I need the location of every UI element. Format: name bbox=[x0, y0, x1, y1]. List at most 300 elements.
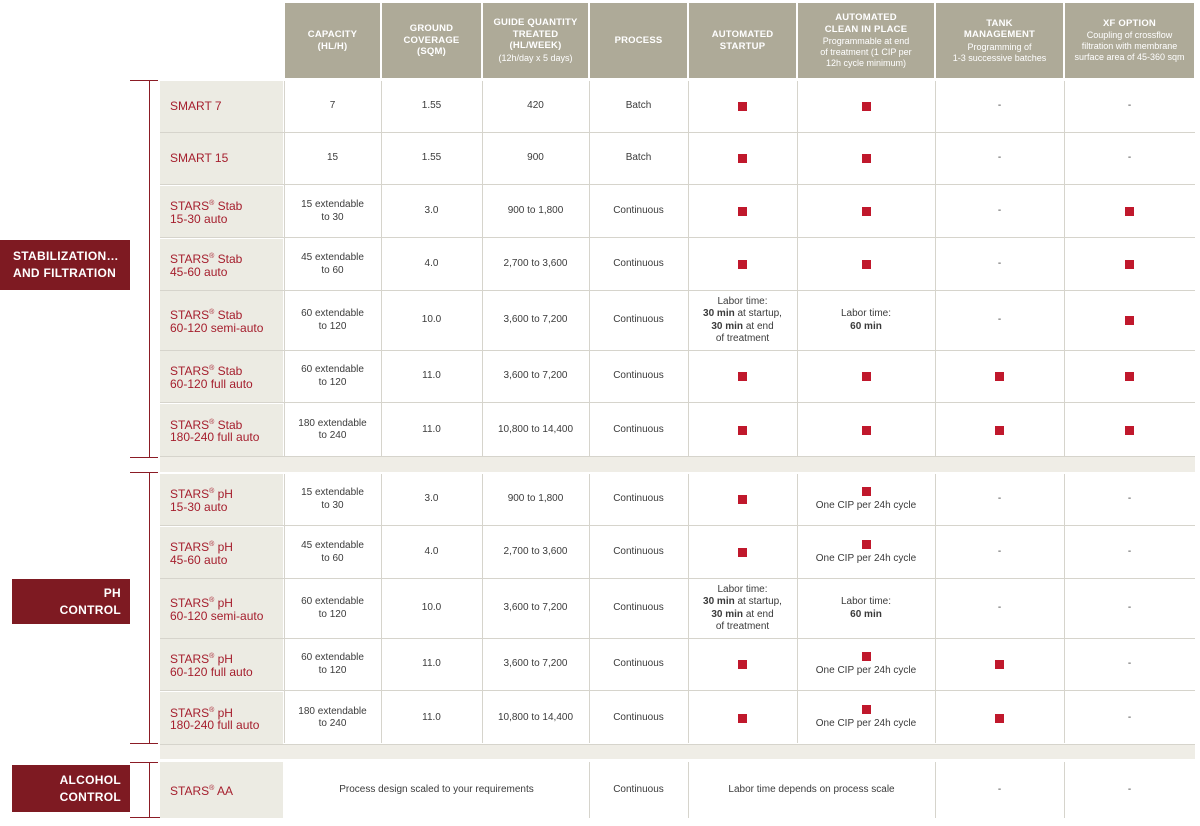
cell-guide-quantity bbox=[482, 291, 589, 350]
included-square-icon bbox=[995, 426, 1004, 435]
cell-automated-startup bbox=[688, 527, 797, 578]
process-value: Batch bbox=[625, 100, 652, 112]
cell-automated-cip bbox=[797, 692, 935, 744]
quantity-value: 2,700 to 3,600 bbox=[503, 258, 568, 270]
row-name bbox=[160, 291, 283, 350]
cell-ground-coverage bbox=[381, 133, 482, 184]
included-square-icon bbox=[738, 714, 747, 723]
cell-capacity bbox=[284, 692, 381, 744]
ground-value: 3.0 bbox=[424, 205, 439, 217]
quantity-value: 420 bbox=[527, 100, 544, 112]
product-variant: 15-30 auto bbox=[170, 499, 228, 514]
column-divider bbox=[589, 81, 590, 457]
cell-labor-note bbox=[688, 762, 935, 818]
cell-ground-coverage bbox=[381, 474, 482, 525]
product-line: AA bbox=[214, 783, 233, 798]
column-header-title: CAPACITY (HL/H) bbox=[307, 29, 358, 52]
group-label-alcohol-control bbox=[12, 765, 130, 812]
brand-name: STARS bbox=[170, 705, 210, 720]
cell-automated-startup bbox=[688, 639, 797, 690]
cell-process bbox=[589, 186, 688, 237]
capacity-value: 180 extendable bbox=[298, 417, 367, 429]
registered-mark: ® bbox=[209, 784, 215, 792]
product-line: pH bbox=[214, 596, 233, 610]
brand-name: STARS bbox=[170, 199, 210, 213]
row-name bbox=[160, 639, 283, 690]
row-name bbox=[160, 762, 283, 818]
included-square-icon bbox=[738, 102, 747, 111]
not-available-dash: - bbox=[997, 205, 1002, 217]
column-header-title: GUIDE QUANTITY TREATED (HL/WEEK) bbox=[493, 17, 578, 52]
included-square-icon bbox=[738, 426, 747, 435]
capacity-value-2: to 240 bbox=[318, 430, 347, 441]
labor-bold: 30 min bbox=[711, 320, 744, 332]
column-divider bbox=[1064, 474, 1065, 743]
bracket-tick bbox=[150, 80, 158, 81]
labor-bold: 60 min bbox=[850, 608, 882, 620]
row-name-line bbox=[170, 651, 283, 666]
column-divider bbox=[935, 762, 936, 818]
included-square-icon bbox=[862, 426, 871, 435]
brand-name: STARS bbox=[170, 596, 210, 610]
included-square-icon bbox=[738, 372, 747, 381]
cell-capacity bbox=[284, 239, 381, 290]
cell-not-available-dash bbox=[1064, 762, 1195, 818]
cell-automated-cip bbox=[797, 527, 935, 578]
cell-ground-coverage bbox=[381, 351, 482, 402]
cell-capacity bbox=[284, 186, 381, 237]
cell-automated-cip bbox=[797, 404, 935, 456]
capacity-value-2: to 120 bbox=[318, 608, 347, 620]
included-square-icon bbox=[862, 705, 871, 714]
product-line: pH bbox=[214, 487, 233, 501]
group-label-text: PH CONTROL bbox=[59, 585, 121, 617]
registered-mark: ® bbox=[209, 706, 215, 714]
column-header-title: TANK MANAGEMENT bbox=[963, 17, 1036, 40]
not-available-dash: - bbox=[997, 152, 1002, 164]
row-name-line bbox=[170, 539, 283, 554]
labor-line bbox=[703, 308, 782, 321]
column-divider bbox=[589, 762, 590, 818]
row-name bbox=[160, 133, 283, 184]
capacity-value: 15 extendable bbox=[301, 487, 364, 498]
quantity-value: 10,800 to 14,400 bbox=[497, 711, 574, 723]
cell-automated-cip bbox=[797, 474, 935, 525]
cell-tank-management bbox=[935, 579, 1064, 638]
cell-ground-coverage bbox=[381, 579, 482, 638]
cell-guide-quantity bbox=[482, 351, 589, 402]
row-name bbox=[160, 351, 283, 402]
labor-time-label: Labor time: bbox=[840, 308, 892, 319]
ground-value: 11.0 bbox=[422, 370, 441, 382]
cell-process bbox=[589, 692, 688, 744]
labor-text: of treatment bbox=[715, 333, 770, 344]
cell-ground-coverage bbox=[381, 527, 482, 578]
product-line: Stab bbox=[214, 417, 243, 432]
capacity-value-2: to 120 bbox=[318, 376, 347, 388]
cell-ground-coverage bbox=[381, 404, 482, 456]
cell-xf-option bbox=[1064, 404, 1195, 456]
cell-process bbox=[589, 527, 688, 578]
included-square-icon bbox=[995, 660, 1004, 669]
cell-capacity bbox=[284, 351, 381, 402]
registered-mark: ® bbox=[209, 253, 215, 260]
included-square-icon bbox=[995, 714, 1004, 723]
column-header-title: GROUND COVERAGE (SQM) bbox=[403, 23, 460, 58]
cell-automated-cip bbox=[797, 351, 935, 402]
group-bracket-alcohol bbox=[130, 762, 150, 818]
capacity-value: 60 extendable bbox=[301, 364, 364, 375]
not-available-dash: - bbox=[997, 602, 1002, 614]
cell-automated-cip bbox=[797, 133, 935, 184]
included-square-icon bbox=[1125, 260, 1134, 269]
ground-value: 4.0 bbox=[424, 258, 439, 270]
cell-capacity bbox=[284, 579, 381, 638]
brand-name: STARS bbox=[170, 417, 210, 432]
process-value: Continuous bbox=[613, 314, 664, 326]
cell-process bbox=[589, 239, 688, 290]
not-available-dash: - bbox=[997, 258, 1002, 270]
ground-value: 11.0 bbox=[422, 658, 441, 670]
not-available-dash: - bbox=[997, 783, 1002, 795]
not-available-dash: - bbox=[1127, 658, 1132, 670]
column-header-title: PROCESS bbox=[614, 34, 663, 46]
column-header-4 bbox=[590, 3, 687, 78]
row-name-line bbox=[170, 595, 283, 610]
cell-guide-quantity bbox=[482, 133, 589, 184]
included-square-icon bbox=[738, 660, 747, 669]
cell-tank-management bbox=[935, 474, 1064, 525]
registered-mark: ® bbox=[209, 309, 215, 316]
included-square-icon bbox=[862, 372, 871, 381]
section-separator bbox=[160, 744, 1195, 759]
capacity-value: 60 extendable bbox=[301, 308, 364, 319]
cell-tank-management bbox=[935, 133, 1064, 184]
cell-xf-option bbox=[1064, 527, 1195, 578]
column-divider bbox=[1064, 762, 1065, 818]
cell-automated-startup bbox=[688, 81, 797, 132]
ground-value: 3.0 bbox=[424, 493, 439, 505]
cell-automated-cip bbox=[797, 639, 935, 690]
included-square-icon bbox=[738, 154, 747, 163]
row-divider bbox=[160, 237, 1195, 238]
labor-time-label: Labor time: bbox=[717, 295, 768, 307]
quantity-value: 3,600 to 7,200 bbox=[503, 370, 568, 382]
cell-guide-quantity bbox=[482, 579, 589, 638]
included-square-icon bbox=[1125, 426, 1134, 435]
column-divider bbox=[381, 81, 382, 457]
cell-tank-management bbox=[935, 404, 1064, 456]
group-label-text: STABILIZATION… AND FILTRATION bbox=[13, 249, 119, 280]
group-bracket-ph bbox=[130, 472, 150, 744]
process-value: Continuous bbox=[613, 205, 664, 217]
process-design-note: Process design scaled to your requirements bbox=[339, 783, 534, 795]
process-value: Continuous bbox=[613, 546, 664, 558]
cell-guide-quantity bbox=[482, 527, 589, 578]
row-name-line bbox=[170, 307, 283, 322]
product-line: pH bbox=[214, 652, 233, 666]
labor-time-label: Labor time: bbox=[717, 583, 768, 595]
labor-text: of treatment bbox=[715, 621, 770, 632]
cell-guide-quantity bbox=[482, 81, 589, 132]
bracket-tick bbox=[150, 762, 158, 763]
included-square-icon bbox=[995, 372, 1004, 381]
labor-bold: 30 min bbox=[711, 608, 744, 620]
cell-capacity bbox=[284, 404, 381, 456]
cell-capacity bbox=[284, 81, 381, 132]
registered-mark: ® bbox=[209, 653, 215, 660]
cell-guide-quantity bbox=[482, 692, 589, 744]
cell-tank-management bbox=[935, 186, 1064, 237]
product-variant: 180-240 full auto bbox=[170, 718, 260, 732]
capacity-value: 45 extendable bbox=[301, 252, 364, 263]
cell-tank-management bbox=[935, 239, 1064, 290]
column-divider bbox=[284, 474, 285, 743]
column-divider bbox=[589, 474, 590, 743]
cell-ground-coverage bbox=[381, 239, 482, 290]
registered-mark: ® bbox=[209, 200, 215, 207]
cell-process bbox=[589, 81, 688, 132]
brand-name: STARS bbox=[170, 540, 210, 554]
product-variant: 60-120 semi-auto bbox=[170, 320, 264, 335]
cell-automated-cip bbox=[797, 239, 935, 290]
cell-xf-option bbox=[1064, 239, 1195, 290]
bracket-tick bbox=[150, 472, 158, 473]
capacity-value-2: to 60 bbox=[321, 264, 344, 276]
cell-automated-startup bbox=[688, 351, 797, 402]
cip-note: One CIP per 24h cycle bbox=[815, 499, 917, 511]
ground-value: 4.0 bbox=[424, 546, 439, 558]
cell-guide-quantity bbox=[482, 474, 589, 525]
capacity-value-2: to 30 bbox=[321, 211, 344, 223]
cell-tank-management bbox=[935, 692, 1064, 744]
not-available-dash: - bbox=[1127, 783, 1132, 795]
row-name-line bbox=[170, 363, 283, 378]
process-value: Continuous bbox=[613, 493, 664, 505]
cell-process-design-note bbox=[284, 762, 589, 818]
included-square-icon bbox=[862, 652, 871, 661]
row-divider bbox=[160, 744, 1195, 745]
included-square-icon bbox=[862, 207, 871, 216]
quantity-value: 900 bbox=[527, 152, 544, 164]
capacity-value-2: to 30 bbox=[321, 499, 344, 511]
column-divider bbox=[935, 474, 936, 743]
row-name-line bbox=[170, 417, 283, 432]
column-header-8 bbox=[1065, 3, 1194, 78]
column-header-title: XF OPTION bbox=[1103, 17, 1156, 29]
brand-name: STARS bbox=[170, 652, 210, 666]
bracket-tick bbox=[150, 743, 158, 744]
product-variant: 45-60 auto bbox=[170, 552, 228, 567]
cell-automated-cip bbox=[797, 579, 935, 638]
quantity-value: 3,600 to 7,200 bbox=[503, 658, 568, 670]
cip-note: One CIP per 24h cycle bbox=[815, 552, 917, 564]
cell-capacity bbox=[284, 639, 381, 690]
capacity-value: 15 bbox=[326, 152, 339, 164]
labor-bold: 60 min bbox=[850, 320, 882, 332]
cell-process bbox=[589, 639, 688, 690]
labor-line bbox=[703, 596, 782, 609]
process-value: Continuous bbox=[613, 711, 664, 723]
process-value: Continuous bbox=[613, 258, 664, 270]
product-line: Stab bbox=[214, 252, 243, 266]
cell-xf-option bbox=[1064, 133, 1195, 184]
ground-value: 1.55 bbox=[421, 152, 442, 164]
cell-guide-quantity bbox=[482, 239, 589, 290]
registered-mark: ® bbox=[209, 365, 215, 372]
capacity-value-2: to 240 bbox=[318, 718, 347, 729]
column-header-7 bbox=[936, 3, 1063, 78]
cell-automated-startup bbox=[688, 291, 797, 350]
product-variant: 15-30 auto bbox=[170, 211, 228, 226]
column-header-subtitle: (12h/day x 5 days) bbox=[498, 52, 573, 63]
cell-process bbox=[589, 291, 688, 350]
column-header-title: AUTOMATED CLEAN IN PLACE bbox=[824, 12, 908, 35]
bracket-tick bbox=[150, 457, 158, 458]
registered-mark: ® bbox=[209, 597, 215, 604]
capacity-value-2: to 60 bbox=[321, 552, 344, 564]
cell-capacity bbox=[284, 474, 381, 525]
product-variant: 60-120 full auto bbox=[170, 664, 253, 679]
labor-text: at startup, bbox=[734, 308, 782, 319]
row-name bbox=[160, 81, 283, 132]
brand-name: STARS bbox=[170, 783, 210, 798]
row-name bbox=[160, 579, 283, 638]
row-name bbox=[160, 186, 283, 237]
process-value: Continuous bbox=[613, 783, 664, 795]
row-divider bbox=[160, 402, 1195, 403]
product-line: pH bbox=[214, 540, 233, 554]
row-name bbox=[160, 474, 283, 525]
cell-xf-option bbox=[1064, 81, 1195, 132]
process-value: Continuous bbox=[613, 602, 664, 614]
not-available-dash: - bbox=[997, 100, 1002, 112]
not-available-dash: - bbox=[1127, 602, 1132, 614]
process-value: Continuous bbox=[613, 423, 664, 435]
cell-automated-startup bbox=[688, 239, 797, 290]
cell-process bbox=[589, 404, 688, 456]
included-square-icon bbox=[738, 495, 747, 504]
cell-automated-startup bbox=[688, 133, 797, 184]
column-header-5 bbox=[689, 3, 796, 78]
cip-note: One CIP per 24h cycle bbox=[815, 718, 917, 730]
cell-process bbox=[589, 133, 688, 184]
quantity-value: 900 to 1,800 bbox=[507, 493, 564, 505]
process-value: Continuous bbox=[613, 370, 664, 382]
quantity-value: 10,800 to 14,400 bbox=[497, 423, 574, 435]
cip-note: One CIP per 24h cycle bbox=[815, 664, 917, 676]
cell-ground-coverage bbox=[381, 186, 482, 237]
cell-guide-quantity bbox=[482, 639, 589, 690]
cell-automated-cip bbox=[797, 81, 935, 132]
cell-automated-cip bbox=[797, 186, 935, 237]
product-line: pH bbox=[214, 705, 233, 720]
not-available-dash: - bbox=[1127, 493, 1132, 505]
process-value: Batch bbox=[625, 152, 652, 164]
column-divider bbox=[482, 474, 483, 743]
row-name bbox=[160, 404, 283, 456]
column-divider bbox=[688, 762, 689, 818]
not-available-dash: - bbox=[997, 546, 1002, 558]
cell-ground-coverage bbox=[381, 692, 482, 744]
quantity-value: 3,600 to 7,200 bbox=[503, 314, 568, 326]
not-available-dash: - bbox=[1127, 100, 1132, 112]
product-variant: 180-240 full auto bbox=[170, 430, 260, 444]
not-available-dash: - bbox=[997, 314, 1002, 326]
capacity-value: 60 extendable bbox=[301, 596, 364, 607]
cell-capacity bbox=[284, 527, 381, 578]
included-square-icon bbox=[1125, 372, 1134, 381]
column-header-subtitle: Programmable at end of treatment (1 CIP per 12h cycle minimum) bbox=[820, 36, 912, 68]
cell-ground-coverage bbox=[381, 81, 482, 132]
section-separator bbox=[160, 457, 1195, 472]
cell-automated-startup bbox=[688, 404, 797, 456]
cell-automated-startup bbox=[688, 579, 797, 638]
cell-xf-option bbox=[1064, 351, 1195, 402]
row-divider bbox=[160, 690, 1195, 691]
product-line: Stab bbox=[214, 364, 243, 378]
row-name-line bbox=[170, 251, 283, 266]
labor-bold: 30 min bbox=[703, 596, 735, 607]
not-available-dash: - bbox=[997, 493, 1002, 505]
column-header-3 bbox=[483, 3, 588, 78]
included-square-icon bbox=[862, 260, 871, 269]
cell-xf-option bbox=[1064, 474, 1195, 525]
registered-mark: ® bbox=[209, 541, 215, 548]
cell-guide-quantity bbox=[482, 186, 589, 237]
cell-xf-option bbox=[1064, 692, 1195, 744]
not-available-dash: - bbox=[1127, 152, 1132, 164]
capacity-value: 7 bbox=[329, 100, 336, 112]
capacity-value: 180 extendable bbox=[298, 705, 367, 717]
cell-process-value bbox=[589, 762, 688, 818]
capacity-value-2: to 120 bbox=[318, 320, 347, 332]
cell-automated-cip bbox=[797, 291, 935, 350]
cell-guide-quantity bbox=[482, 404, 589, 456]
included-square-icon bbox=[862, 154, 871, 163]
labor-text: at end bbox=[743, 608, 774, 620]
cell-ground-coverage bbox=[381, 639, 482, 690]
cell-tank-management bbox=[935, 527, 1064, 578]
column-divider bbox=[1064, 81, 1065, 457]
included-square-icon bbox=[738, 260, 747, 269]
brand-name: STARS bbox=[170, 487, 210, 501]
labor-text: at end bbox=[743, 320, 774, 332]
registered-mark: ® bbox=[209, 418, 215, 426]
capacity-value-2: to 120 bbox=[318, 664, 347, 676]
column-header-1 bbox=[285, 3, 380, 78]
cell-xf-option bbox=[1064, 639, 1195, 690]
row-name-line bbox=[170, 783, 283, 798]
column-header-6 bbox=[798, 3, 934, 78]
group-label-ph-control bbox=[12, 579, 130, 624]
included-square-icon bbox=[738, 207, 747, 216]
labor-bold: 30 min bbox=[703, 308, 735, 319]
cell-process bbox=[589, 579, 688, 638]
column-header-subtitle: Programming of 1-3 successive batches bbox=[952, 41, 1047, 63]
labor-note: Labor time depends on process scale bbox=[728, 783, 895, 795]
cell-not-available-dash bbox=[935, 762, 1064, 818]
included-square-icon bbox=[862, 102, 871, 111]
group-label-stabilization bbox=[0, 240, 130, 290]
group-bracket-stabilization bbox=[130, 80, 150, 458]
quantity-value: 3,600 to 7,200 bbox=[503, 602, 568, 614]
ground-value: 10.0 bbox=[421, 314, 442, 326]
labor-line bbox=[711, 321, 773, 334]
column-header-subtitle: Coupling of crossflow filtration with membrane surface area of 45-360 sqm bbox=[1074, 30, 1185, 63]
cell-tank-management bbox=[935, 639, 1064, 690]
row-name bbox=[160, 692, 283, 744]
